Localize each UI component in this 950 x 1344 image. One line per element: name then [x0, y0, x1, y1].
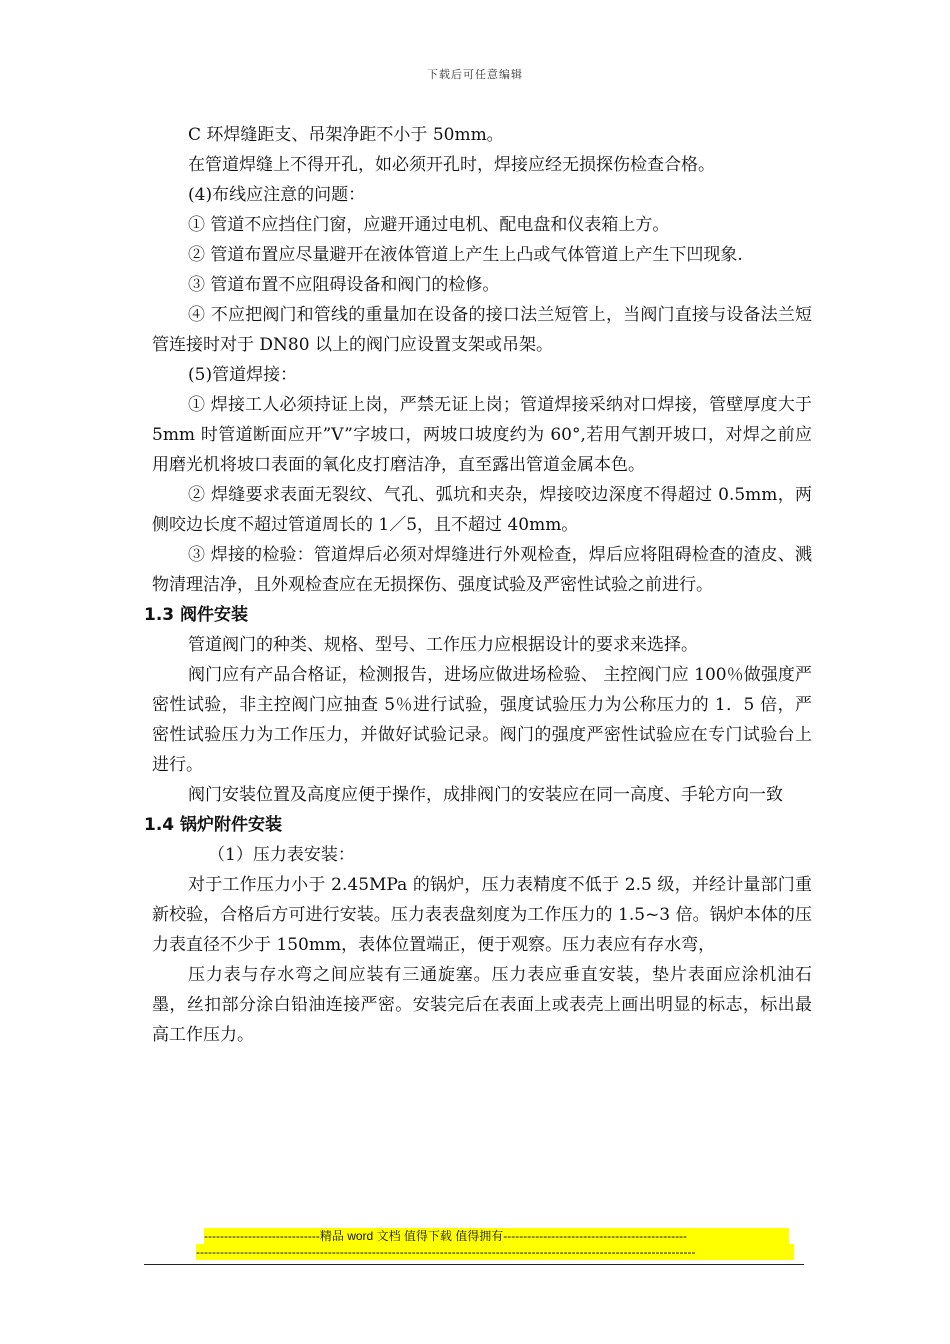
paragraph: ② 焊缝要求表面无裂纹、气孔、弧坑和夹杂，焊接咬边深度不得超过 0.5mm，两侧咬边长度不超过管道周长的 1／5，且不超过 40mm。 — [152, 485, 812, 535]
document-body — [144, 120, 812, 1050]
paragraph: 对于工作压力小于 2.45MPa 的锅炉，压力表精度不低于 2.5 级，并经计量部门重新校验，合格后方可进行安装。压力表表盘刻度为工作压力的 1.5~3 倍。锅炉本体的压力表直径不少于 150mm，表体位置端正，便于观察。压力表应有存水弯， — [152, 875, 812, 955]
paragraph: ① 管道不应挡住门窗，应避开通过电机、配电盘和仪表箱上方。 — [188, 215, 670, 235]
footer-line-1: -----------------------------精品 word 文档 值得下载 值得拥有---------------------------------------------- — [204, 1228, 789, 1244]
paragraph: ② 管道布置应尽量避开在液体管道上产生上凸或气体管道上产生下凹现象. — [188, 245, 743, 265]
paragraph: 在管道焊缝上不得开孔，如必须开孔时，焊接应经无损探伤检查合格。 — [188, 155, 715, 175]
footer-rule — [144, 1264, 804, 1265]
paragraph: 管道阀门的种类、规格、型号、工作压力应根据设计的要求来选择。 — [188, 635, 698, 655]
paragraph: ① 焊接工人必须持证上岗，严禁无证上岗；管道焊接采纳对口焊接，管壁厚度大于 5mm 时管道断面应开”V”字坡口，两坡口坡度约为 60°,若用气割开坡口，对焊之前应用磨光机将坡口表面的氧化皮打磨洁净，直至露出管道金属本色。 — [152, 395, 812, 475]
paragraph: （1）压力表安装： — [208, 845, 355, 865]
paragraph: 压力表与存水弯之间应装有三通旋塞。压力表应垂直安装，垫片表面应涂机油石墨，丝扣部分涂白铅油连接严密。安装完后在表面上或表壳上画出明显的标志，标出最高工作压力。 — [152, 965, 812, 1045]
paragraph: ④ 不应把阀门和管线的重量加在设备的接口法兰短管上，当阀门直接与设备法兰短管连接时对于 DN80 以上的阀门应设置支架或吊架。 — [152, 305, 812, 355]
section-heading-1-4: 1.4 锅炉附件安装 — [144, 815, 283, 835]
paragraph: ③ 焊接的检验：管道焊后必须对焊缝进行外观检查，焊后应将阻碍检查的渣皮、溅物清理洁净，且外观检查应在无损探伤、强度试验及严密性试验之前进行。 — [152, 545, 812, 595]
paragraph: 阀门应有产品合格证，检测报告，进场应做进场检验、 主控阀门应 100％做强度严密性试验，非主控阀门应抽查 5％进行试验，强度试验压力为公称压力的 1．5 倍，严密性试验压力为工作压力，并做好试验记录。阀门的强度严密性试验应在专门试验台上进行。 — [152, 665, 812, 775]
paragraph: (5)管道焊接： — [188, 365, 298, 385]
footer-line-2: ----------------------------------------------------------------------------------------------------------------------------- — [196, 1244, 794, 1260]
paragraph: 阀门安装位置及高度应便于操作，成排阀门的安装应在同一高度、手轮方向一致 — [188, 785, 783, 805]
paragraph: C 环焊缝距支、吊架净距不小于 50mm。 — [188, 125, 504, 145]
paragraph: (4)布线应注意的问题： — [188, 185, 366, 205]
footer-banner — [196, 1228, 794, 1260]
header-note: 下载后可任意编辑 — [427, 68, 523, 81]
paragraph: ③ 管道布置不应阻碍设备和阀门的检修。 — [188, 275, 500, 295]
section-heading-1-3: 1.3 阀件安装 — [144, 605, 249, 625]
